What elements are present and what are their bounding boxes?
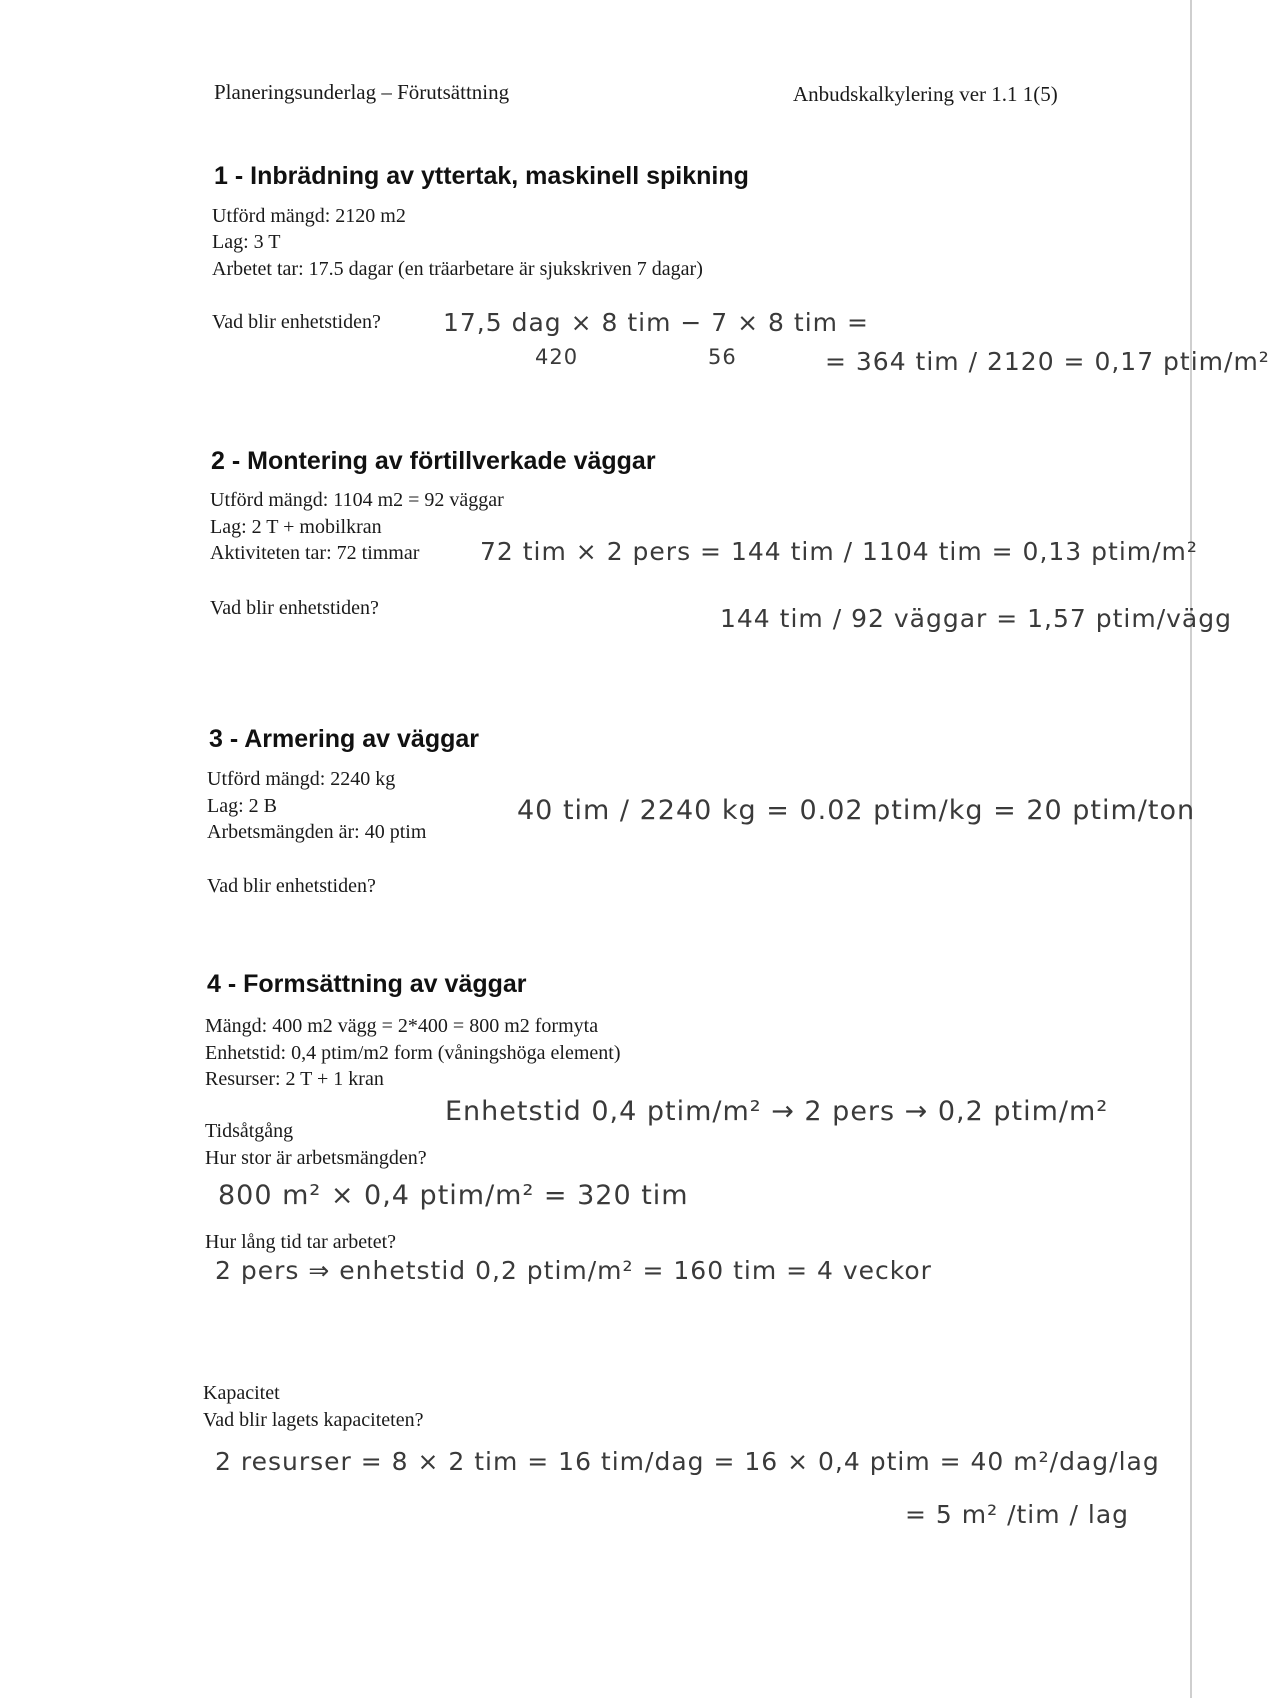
section2-line: Lag: 2 T + mobilkran (210, 516, 382, 538)
capacity-label: Kapacitet (203, 1382, 280, 1404)
section1-line: Utförd mängd: 2120 m2 (212, 205, 406, 227)
section1-handwriting-result: = 364 tim / 2120 = 0,17 ptim/m² (825, 347, 1270, 376)
section4-question-duration: Hur lång tid tar arbetet? (205, 1231, 397, 1253)
section4-handwriting-work: 800 m² × 0,4 ptim/m² = 320 tim (218, 1180, 689, 1211)
section3-question: Vad blir enhetstiden? (207, 875, 376, 897)
capacity-question: Vad blir lagets kapaciteten? (203, 1409, 424, 1431)
section3-handwriting-calc: 40 tim / 2240 kg = 0.02 ptim/kg = 20 ptim/ton (517, 795, 1196, 826)
section2-line: Utförd mängd: 1104 m2 = 92 väggar (210, 489, 504, 511)
section1-heading: 1 - Inbrädning av yttertak, maskinell spikning (214, 162, 749, 190)
section3-line: Utförd mängd: 2240 kg (207, 768, 396, 790)
section2-handwriting-result: 144 tim / 92 väggar = 1,57 ptim/vägg (720, 604, 1232, 633)
section4-line: Mängd: 400 m2 vägg = 2*400 = 800 m2 formyta (205, 1015, 599, 1037)
capacity-handwriting-result: = 5 m² /tim / lag (905, 1500, 1130, 1529)
section1-line: Arbetet tar: 17.5 dagar (en träarbetare är sjukskriven 7 dagar) (212, 258, 703, 280)
section2-question: Vad blir enhetstiden? (210, 597, 379, 619)
section4-line: Enhetstid: 0,4 ptim/m2 form (våningshöga element) (205, 1042, 621, 1064)
section3-line: Arbetsmängden är: 40 ptim (207, 821, 427, 843)
section1-handwriting-56: 56 (708, 345, 737, 369)
section1-handwriting-calc: 17,5 dag × 8 tim − 7 × 8 tim = (443, 308, 869, 337)
section2-handwriting-calc: 72 tim × 2 pers = 144 tim / 1104 tim = 0,13 ptim/m² (480, 537, 1198, 566)
section4-heading: 4 - Formsättning av väggar (207, 970, 527, 998)
section4-question-work: Hur stor är arbetsmängden? (205, 1147, 427, 1169)
section2-heading: 2 - Montering av förtillverkade väggar (211, 447, 656, 475)
section4-handwriting-unit-time: Enhetstid 0,4 ptim/m² → 2 pers → 0,2 ptim/m² (445, 1096, 1109, 1127)
page-edge (1190, 0, 1192, 1698)
section4-handwriting-duration: 2 pers ⇒ enhetstid 0,2 ptim/m² = 160 tim = 4 veckor (215, 1256, 932, 1285)
header-right: Anbudskalkylering ver 1.1 1(5) (793, 82, 1058, 106)
section3-line: Lag: 2 B (207, 795, 277, 817)
section4-time-label: Tidsåtgång (205, 1120, 294, 1142)
section2-line: Aktiviteten tar: 72 timmar (210, 542, 420, 564)
capacity-handwriting-calc: 2 resurser = 8 × 2 tim = 16 tim/dag = 16 × 0,4 ptim = 40 m²/dag/lag (215, 1447, 1160, 1476)
section3-heading: 3 - Armering av väggar (209, 725, 480, 753)
header-left: Planeringsunderlag – Förutsättning (214, 80, 510, 104)
section1-question: Vad blir enhetstiden? (212, 311, 381, 333)
section1-line: Lag: 3 T (212, 231, 281, 253)
section1-handwriting-420: 420 (535, 345, 579, 369)
section4-line: Resurser: 2 T + 1 kran (205, 1068, 384, 1090)
